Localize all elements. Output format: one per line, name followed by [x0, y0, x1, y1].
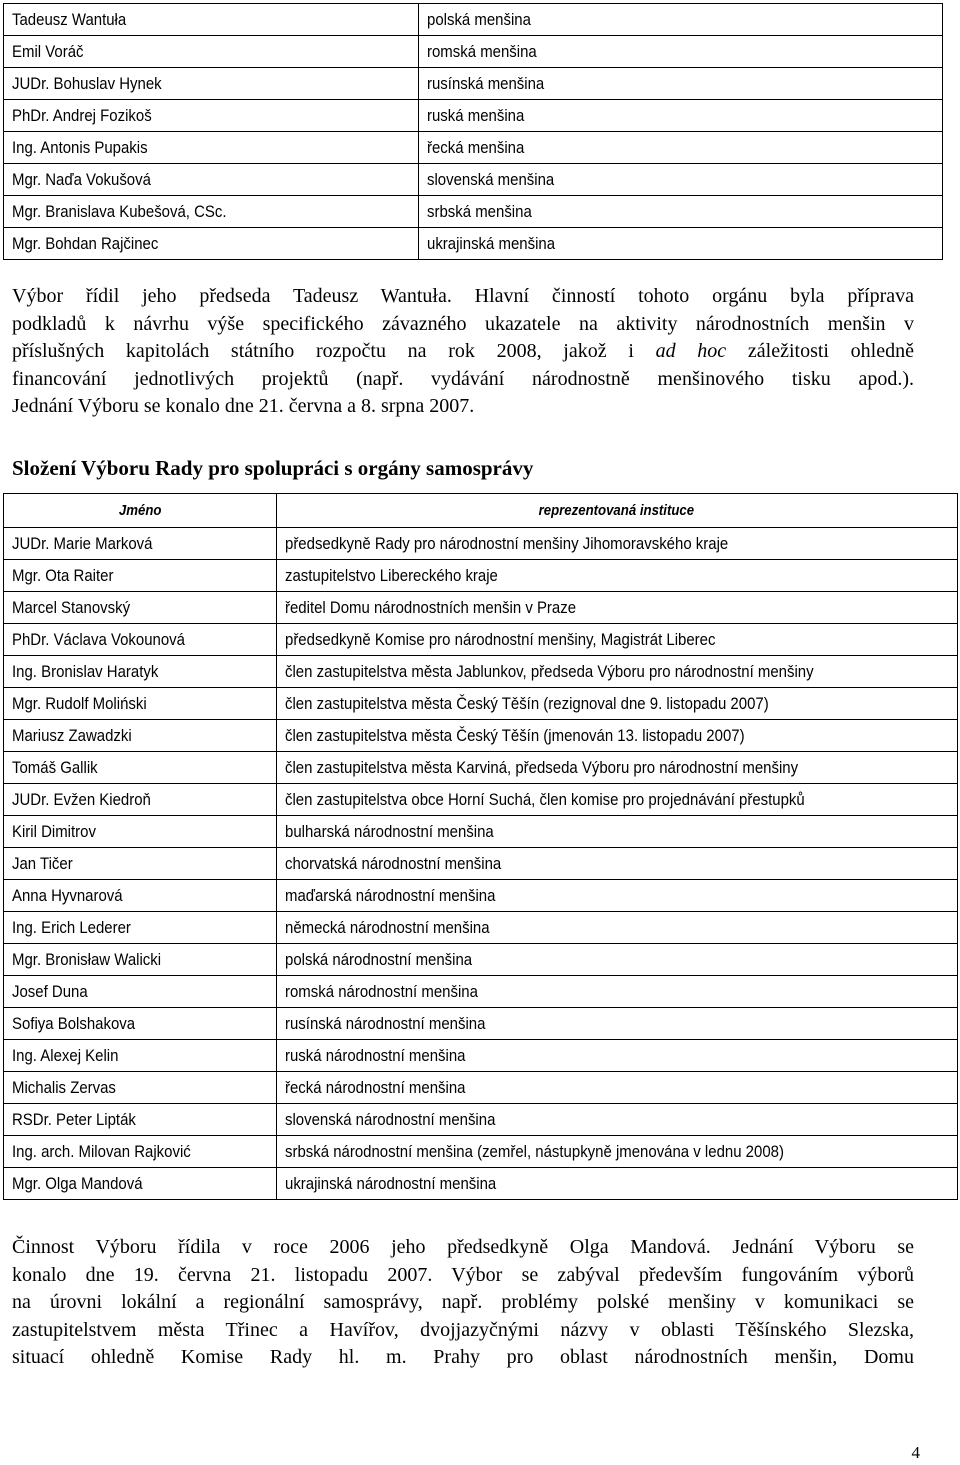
member-name-text: Sofiya Bolshakova: [12, 1013, 136, 1033]
member-name-text: Emil Voráč: [12, 41, 84, 61]
minority-name: [418, 36, 942, 68]
minority-name: [418, 100, 942, 132]
member-name: [4, 560, 277, 592]
member-name: [4, 752, 277, 784]
member-name-text: Mariusz Zawadzki: [12, 725, 132, 745]
table-row: [4, 784, 958, 816]
institution: [276, 816, 957, 848]
member-name-text: JUDr. Bohuslav Hynek: [12, 73, 162, 93]
column-header-name: Jméno: [4, 494, 277, 528]
member-name-text: RSDr. Peter Lipták: [12, 1109, 136, 1129]
table-row: [4, 912, 958, 944]
member-name: [4, 1136, 277, 1168]
institution-text: člen zastupitelstva města Český Těšín (rezignoval dne 9. listopadu 2007): [284, 693, 769, 713]
minority-name-text: řecká menšina: [426, 137, 524, 157]
member-name-text: Mgr. Rudolf Moliński: [12, 693, 147, 713]
minority-name: [418, 132, 942, 164]
member-name: [4, 976, 277, 1008]
minorities-table: [3, 3, 943, 260]
member-name-text: Michalis Zervas: [12, 1077, 116, 1097]
table-row: [4, 228, 943, 260]
table-row: [4, 132, 943, 164]
minority-name-text: ukrajinská menšina: [426, 233, 555, 253]
table-row: [4, 1072, 958, 1104]
institution: [276, 848, 957, 880]
table-row: [4, 36, 943, 68]
member-name-text: Ing. Antonis Pupakis: [12, 137, 148, 157]
table-row: [4, 196, 943, 228]
paragraph-line: Činnost Výboru řídila v roce 2006 jeho předsedkyně Olga Mandová. Jednání Výboru se: [12, 1236, 914, 1258]
table-row: [4, 164, 943, 196]
institution: [276, 688, 957, 720]
member-name: [4, 784, 277, 816]
institution-text: ruská národnostní menšina: [284, 1045, 465, 1065]
member-name-text: Anna Hyvnarová: [12, 885, 123, 905]
page-number: 4: [911, 1443, 920, 1462]
member-name: [4, 592, 277, 624]
institution-text: člen zastupitelstva obce Horní Suchá, člen komise pro projednávání přestupků: [284, 789, 805, 809]
paragraph-line: situací ohledně Komise Rady hl. m. Prahy pro oblast národnostních menšin, Domu: [12, 1346, 914, 1368]
member-name-text: Josef Duna: [12, 981, 88, 1001]
minority-name: [418, 196, 942, 228]
institution-text: srbská národnostní menšina (zemřel, nástupkyně jmenována v lednu 2008): [284, 1141, 784, 1161]
institution: [276, 1104, 957, 1136]
minority-name: [418, 4, 942, 36]
minority-name-text: slovenská menšina: [426, 169, 554, 189]
text-segment: záležitosti ohledně: [726, 340, 914, 362]
minority-name: [418, 228, 942, 260]
member-name: [4, 816, 277, 848]
institution-text: rusínská národnostní menšina: [284, 1013, 485, 1033]
institution: [276, 624, 957, 656]
paragraph-line: Jednání Výboru se konalo dne 21. června a 8. srpna 2007.: [12, 395, 475, 417]
member-name-text: Mgr. Branislava Kubešová, CSc.: [12, 201, 227, 221]
institution-text: člen zastupitelstva města Český Těšín (jmenován 13. listopadu 2007): [284, 725, 745, 745]
minority-name: [418, 164, 942, 196]
institution-text: ukrajinská národnostní menšina: [284, 1173, 496, 1193]
institution-text: slovenská národnostní menšina: [284, 1109, 495, 1129]
member-name-text: PhDr. Václava Vokounová: [12, 629, 185, 649]
member-name-text: Mgr. Olga Mandová: [12, 1173, 143, 1193]
table-row: [4, 68, 943, 100]
paragraph-line: [12, 338, 914, 366]
institution: [276, 1168, 957, 1200]
table-row: [4, 100, 943, 132]
institution: [276, 880, 957, 912]
member-name: [4, 656, 277, 688]
minority-name: [418, 68, 942, 100]
member-name: [4, 1168, 277, 1200]
member-name-text: Mgr. Naďa Vokušová: [12, 169, 151, 189]
member-name: [4, 100, 419, 132]
institution-text: bulharská národnostní menšina: [284, 821, 494, 841]
member-name-text: Tadeusz Wantuła: [12, 9, 127, 29]
minority-name-text: srbská menšina: [426, 201, 532, 221]
member-name: [4, 132, 419, 164]
table-row: [4, 624, 958, 656]
member-name: [4, 1072, 277, 1104]
member-name-text: JUDr. Evžen Kiedroň: [12, 789, 151, 809]
paragraph-line: konalo dne 19. června 21. listopadu 2007. Výbor se zabýval především fungováním výborů: [12, 1263, 914, 1286]
table-row: [4, 752, 958, 784]
institution: [276, 752, 957, 784]
paragraph-line: financování jednotlivých projektů (např. vydávání národnostně menšinového tisku apod.).: [12, 367, 914, 390]
paragraph-line: podkladů k návrhu výše specifického závazného ukazatele na aktivity národnostních menšin v: [12, 312, 914, 335]
table-row: [4, 816, 958, 848]
institution: [276, 592, 957, 624]
institution: [276, 784, 957, 816]
institution: [276, 1072, 957, 1104]
text-segment: příslušných kapitolách státního rozpočtu na rok 2008, jakož i: [12, 340, 656, 362]
table-row: [4, 1040, 958, 1072]
institution: [276, 560, 957, 592]
table-row: [4, 1168, 958, 1200]
member-name: [4, 688, 277, 720]
institution: [276, 944, 957, 976]
minority-name-text: rusínská menšina: [426, 73, 544, 93]
institution-text: řecká národnostní menšina: [284, 1077, 465, 1097]
table-row: [4, 592, 958, 624]
minority-name-text: ruská menšina: [426, 105, 524, 125]
member-name-text: PhDr. Andrej Fozikoš: [12, 105, 152, 125]
institution-text: chorvatská národnostní menšina: [284, 853, 501, 873]
minority-name-text: polská menšina: [426, 9, 531, 29]
table-row: [4, 688, 958, 720]
table-row: [4, 560, 958, 592]
table-row: [4, 944, 958, 976]
member-name: [4, 1040, 277, 1072]
member-name: [4, 196, 419, 228]
member-name: [4, 624, 277, 656]
member-name-text: Marcel Stanovský: [12, 597, 131, 617]
institution: [276, 656, 957, 688]
member-name-text: Ing. Bronislav Haratyk: [12, 661, 159, 681]
committee-composition-table: [3, 493, 958, 1200]
member-name: [4, 1104, 277, 1136]
institution-text: německá národnostní menšina: [284, 917, 490, 937]
table-row: [4, 4, 943, 36]
table-row: [4, 848, 958, 880]
member-name: [4, 912, 277, 944]
member-name: [4, 1008, 277, 1040]
member-name-text: Jan Tičer: [12, 853, 73, 873]
member-name-text: Mgr. Ota Raiter: [12, 565, 114, 585]
institution-text: ředitel Domu národnostních menšin v Praze: [284, 597, 576, 617]
member-name: [4, 68, 419, 100]
paragraph-line: na úrovni lokální a regionální samosprávy, např. problémy polské menšiny v komunikaci se: [12, 1291, 914, 1313]
institution: [276, 528, 957, 560]
table-row: [4, 1136, 958, 1168]
paragraph-committee-2006: [12, 1234, 914, 1372]
table-row: [4, 880, 958, 912]
institution: [276, 720, 957, 752]
member-name: [4, 36, 419, 68]
member-name: [4, 720, 277, 752]
table-row: [4, 656, 958, 688]
table-row: [4, 528, 958, 560]
institution-text: polská národnostní menšina: [284, 949, 472, 969]
institution-text: předsedkyně Rady pro národnostní menšiny Jihomoravského kraje: [284, 533, 728, 553]
member-name: [4, 944, 277, 976]
institution-text: maďarská národnostní menšina: [284, 885, 495, 905]
member-name: [4, 848, 277, 880]
institution-text: předsedkyně Komise pro národnostní menšiny, Magistrát Liberec: [284, 629, 716, 649]
table-row: [4, 720, 958, 752]
italic-phrase: ad hoc: [655, 340, 727, 362]
member-name: [4, 528, 277, 560]
table-header-row: [4, 494, 958, 528]
member-name-text: Mgr. Bohdan Rajčinec: [12, 233, 159, 253]
institution: [276, 1040, 957, 1072]
paragraph-line: zastupitelstvem města Třinec a Havířov, dvojjazyčnými názvy v oblasti Těšínského Slezska,: [12, 1318, 914, 1341]
member-name-text: JUDr. Marie Marková: [12, 533, 153, 553]
member-name: [4, 228, 419, 260]
member-name-text: Mgr. Bronisław Walicki: [12, 949, 162, 969]
institution-text: člen zastupitelstva města Karviná, předseda Výboru pro národnostní menšiny: [284, 757, 798, 777]
table-row: [4, 1104, 958, 1136]
member-name-text: Ing. Alexej Kelin: [12, 1045, 119, 1065]
column-header-institution: reprezentovaná instituce: [276, 494, 957, 528]
institution: [276, 1008, 957, 1040]
member-name: [4, 164, 419, 196]
institution: [276, 976, 957, 1008]
member-name: [4, 880, 277, 912]
institution-text: romská národnostní menšina: [284, 981, 478, 1001]
institution: [276, 912, 957, 944]
paragraph-committee-activity: [12, 283, 914, 421]
table-row: [4, 1008, 958, 1040]
member-name-text: Ing. Erich Lederer: [12, 917, 131, 937]
member-name-text: Tomáš Gallik: [12, 757, 98, 777]
institution-text: člen zastupitelstva města Jablunkov, předseda Výboru pro národnostní menšiny: [284, 661, 814, 681]
institution-text: zastupitelstvo Libereckého kraje: [284, 565, 498, 585]
minority-name-text: romská menšina: [426, 41, 537, 61]
institution: [276, 1136, 957, 1168]
paragraph-line: Výbor řídil jeho předseda Tadeusz Wantuła. Hlavní činností tohoto orgánu byla příprava: [12, 285, 914, 307]
member-name-text: Ing. arch. Milovan Rajković: [12, 1141, 191, 1161]
table-row: [4, 976, 958, 1008]
member-name: [4, 4, 419, 36]
section-heading: Složení Výboru Rady pro spolupráci s orgány samosprávy: [12, 456, 534, 480]
member-name-text: Kiril Dimitrov: [12, 821, 96, 841]
